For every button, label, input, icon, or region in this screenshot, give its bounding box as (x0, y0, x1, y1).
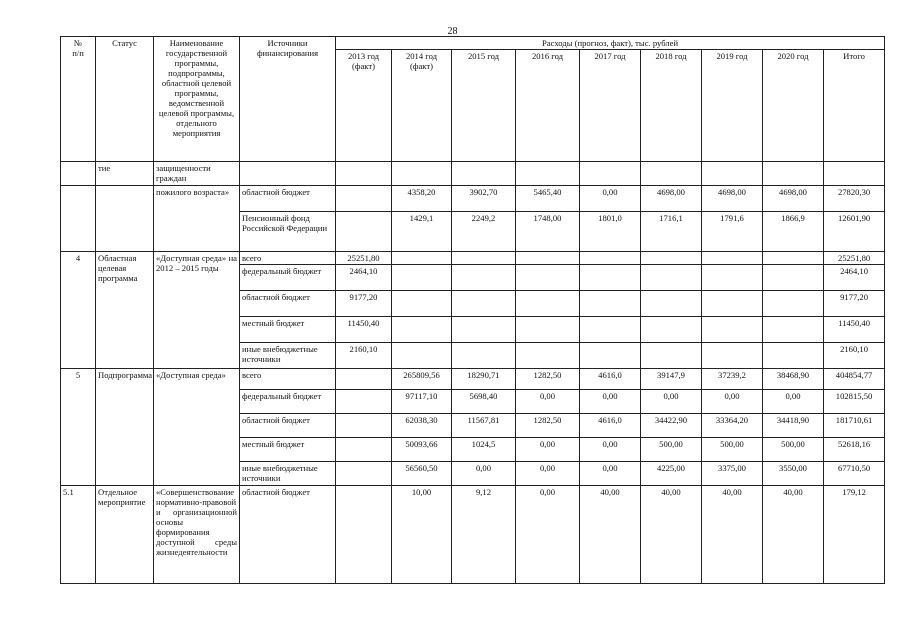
cell-status: тие (96, 162, 154, 186)
cell-value: 34422,90 (641, 414, 702, 438)
cell-value (763, 162, 824, 186)
header-year-2015: 2015 год (452, 50, 516, 162)
header-name: Наименование государственной программы, подпрограммы, областной целевой программы, ведомственной целевой программы, отдельного мероприятия (154, 37, 240, 162)
cell-value: 500,00 (763, 438, 824, 462)
cell-value: 5465,40 (516, 186, 580, 212)
cell-value: 0,00 (580, 462, 641, 486)
cell-value: 11567,81 (452, 414, 516, 438)
cell-value: 50093,66 (392, 438, 452, 462)
cell-value (392, 291, 452, 317)
cell-value (452, 317, 516, 343)
cell-value: 4698,00 (641, 186, 702, 212)
cell-source: всего (240, 252, 336, 265)
cell-value: 9,12 (452, 486, 516, 584)
cell-value: 38468,90 (763, 369, 824, 390)
cell-value (580, 291, 641, 317)
cell-value: 2249,2 (452, 212, 516, 252)
cell-value: 1801,0 (580, 212, 641, 252)
cell-source (240, 162, 336, 186)
cell-source: местный бюджет (240, 317, 336, 343)
header-num (61, 37, 96, 162)
cell-status: Подпрограмма (96, 369, 154, 486)
cell-value: 1748,00 (516, 212, 580, 252)
cell-value: 3550,00 (763, 462, 824, 486)
cell-value (763, 291, 824, 317)
cell-value (452, 343, 516, 369)
cell-total: 27820,30 (824, 186, 885, 212)
cell-value (580, 343, 641, 369)
cell-value: 18290,71 (452, 369, 516, 390)
cell-value (452, 252, 516, 265)
cell-value: 0,00 (580, 438, 641, 462)
cell-source: областной бюджет (240, 186, 336, 212)
cell-num: 5.1 (61, 486, 96, 584)
cell-value: 11450,40 (336, 317, 392, 343)
cell-value: 0,00 (516, 462, 580, 486)
cell-value: 4616,0 (580, 369, 641, 390)
table-row (61, 486, 885, 584)
cell-total: 12601,90 (824, 212, 885, 252)
cell-value: 5698,40 (452, 390, 516, 414)
cell-value (702, 162, 763, 186)
cell-value: 40,00 (763, 486, 824, 584)
header-year-2019: 2019 год (702, 50, 763, 162)
table-row (61, 162, 885, 186)
cell-value (702, 343, 763, 369)
cell-value: 40,00 (580, 486, 641, 584)
cell-value (580, 317, 641, 343)
cell-value: 0,00 (641, 390, 702, 414)
cell-value (763, 252, 824, 265)
cell-status: Отдельное мероприятие (96, 486, 154, 584)
cell-value (702, 265, 763, 291)
cell-source: областной бюджет (240, 486, 336, 584)
cell-value (641, 265, 702, 291)
cell-total: 52618,16 (824, 438, 885, 462)
header-status: Статус (96, 37, 154, 162)
cell-name: «Доступная среда» (154, 369, 240, 486)
cell-value: 1791,6 (702, 212, 763, 252)
cell-value (392, 265, 452, 291)
cell-value: 0,00 (580, 390, 641, 414)
cell-total: 2464,10 (824, 265, 885, 291)
cell-value (336, 438, 392, 462)
cell-value: 0,00 (702, 390, 763, 414)
cell-value (641, 291, 702, 317)
cell-value: 4698,00 (763, 186, 824, 212)
cell-num (61, 162, 96, 186)
cell-value: 0,00 (580, 186, 641, 212)
cell-total: 9177,20 (824, 291, 885, 317)
cell-value: 10,00 (392, 486, 452, 584)
cell-value: 4616,0 (580, 414, 641, 438)
cell-status (96, 186, 154, 252)
table-row (61, 186, 885, 212)
cell-source: иные внебюджетные источники (240, 462, 336, 486)
cell-value (516, 252, 580, 265)
cell-value: 9177,20 (336, 291, 392, 317)
cell-value: 25251,80 (336, 252, 392, 265)
header-sources: Источники финансирования (240, 37, 336, 162)
cell-total: 181710,61 (824, 414, 885, 438)
cell-value (641, 252, 702, 265)
cell-value (392, 317, 452, 343)
cell-value: 56560,50 (392, 462, 452, 486)
cell-value: 37239,2 (702, 369, 763, 390)
header-expenses: Расходы (прогноз, факт), тыс. рублей (336, 37, 885, 50)
cell-value: 4225,00 (641, 462, 702, 486)
cell-value (641, 317, 702, 343)
cell-value: 4358,20 (392, 186, 452, 212)
cell-value: 4698,00 (702, 186, 763, 212)
cell-value (763, 317, 824, 343)
cell-source: областной бюджет (240, 414, 336, 438)
cell-value (641, 162, 702, 186)
cell-status: Областная целевая программа (96, 252, 154, 369)
cell-total: 11450,40 (824, 317, 885, 343)
cell-source: федеральный бюджет (240, 390, 336, 414)
cell-value (516, 343, 580, 369)
header-total: Итого (824, 50, 885, 162)
cell-value: 0,00 (516, 438, 580, 462)
cell-value (580, 252, 641, 265)
cell-num: 5 (61, 369, 96, 486)
cell-source: федеральный бюджет (240, 265, 336, 291)
cell-total: 179,12 (824, 486, 885, 584)
cell-value (516, 317, 580, 343)
header-year-2014: 2014 год (факт) (392, 50, 452, 162)
cell-value (580, 265, 641, 291)
cell-value (452, 291, 516, 317)
cell-value (392, 252, 452, 265)
cell-value: 0,00 (452, 462, 516, 486)
cell-value: 1429,1 (392, 212, 452, 252)
cell-total: 67710,50 (824, 462, 885, 486)
cell-value: 0,00 (516, 486, 580, 584)
cell-value: 40,00 (641, 486, 702, 584)
cell-value (336, 414, 392, 438)
cell-value (702, 252, 763, 265)
cell-value: 34418,90 (763, 414, 824, 438)
cell-value: 1716,1 (641, 212, 702, 252)
cell-value: 500,00 (702, 438, 763, 462)
table-row (61, 252, 885, 265)
cell-source: Пенсионный фонд Российской Федерации (240, 212, 336, 252)
cell-value: 33364,20 (702, 414, 763, 438)
cell-name: пожилого возраста» (154, 186, 240, 252)
header-year-2020: 2020 год (763, 50, 824, 162)
cell-value: 265809,56 (392, 369, 452, 390)
cell-value: 2160,10 (336, 343, 392, 369)
cell-name: «Совершенствование нормативно-правовой и организационной основы формирования доступной среды жизнедеятельности (154, 486, 240, 584)
cell-name: «Доступная среда» на 2012 – 2015 годы (154, 252, 240, 369)
cell-value (392, 343, 452, 369)
cell-value (336, 162, 392, 186)
cell-value (763, 265, 824, 291)
table-row (61, 369, 885, 390)
cell-value: 1866,9 (763, 212, 824, 252)
cell-value (336, 486, 392, 584)
cell-value (580, 162, 641, 186)
cell-value (336, 369, 392, 390)
header-year-2017: 2017 год (580, 50, 641, 162)
cell-total: 2160,10 (824, 343, 885, 369)
cell-source: местный бюджет (240, 438, 336, 462)
cell-value (336, 390, 392, 414)
header-year-2018: 2018 год (641, 50, 702, 162)
cell-total: 102815,50 (824, 390, 885, 414)
cell-value (452, 265, 516, 291)
cell-value (516, 291, 580, 317)
cell-value (516, 265, 580, 291)
cell-value: 40,00 (702, 486, 763, 584)
cell-value: 2464,10 (336, 265, 392, 291)
cell-value: 0,00 (516, 390, 580, 414)
cell-value: 1282,50 (516, 369, 580, 390)
cell-source: областной бюджет (240, 291, 336, 317)
cell-value: 62038,30 (392, 414, 452, 438)
cell-value (336, 186, 392, 212)
cell-value (392, 162, 452, 186)
cell-value (702, 317, 763, 343)
cell-value (336, 462, 392, 486)
cell-total (824, 162, 885, 186)
cell-value: 500,00 (641, 438, 702, 462)
cell-value (763, 343, 824, 369)
cell-value (641, 343, 702, 369)
cell-value: 1024,5 (452, 438, 516, 462)
cell-value: 97117,10 (392, 390, 452, 414)
cell-value (452, 162, 516, 186)
header-year-2013: 2013 год (факт) (336, 50, 392, 162)
cell-num (61, 186, 96, 252)
header-num-text: № п/п (72, 38, 84, 58)
cell-value: 3902,70 (452, 186, 516, 212)
cell-name: защищенности граждан (154, 162, 240, 186)
cell-value (336, 212, 392, 252)
cell-value: 1282,50 (516, 414, 580, 438)
cell-value: 39147,9 (641, 369, 702, 390)
cell-total: 404854,77 (824, 369, 885, 390)
budget-table (60, 36, 885, 584)
header-year-2016: 2016 год (516, 50, 580, 162)
cell-value (702, 291, 763, 317)
cell-source: всего (240, 369, 336, 390)
cell-value: 0,00 (763, 390, 824, 414)
cell-num: 4 (61, 252, 96, 369)
cell-total: 25251,80 (824, 252, 885, 265)
cell-source: иные внебюджетные источники (240, 343, 336, 369)
cell-value (516, 162, 580, 186)
cell-value: 3375,00 (702, 462, 763, 486)
page-number: 28 (447, 26, 458, 37)
